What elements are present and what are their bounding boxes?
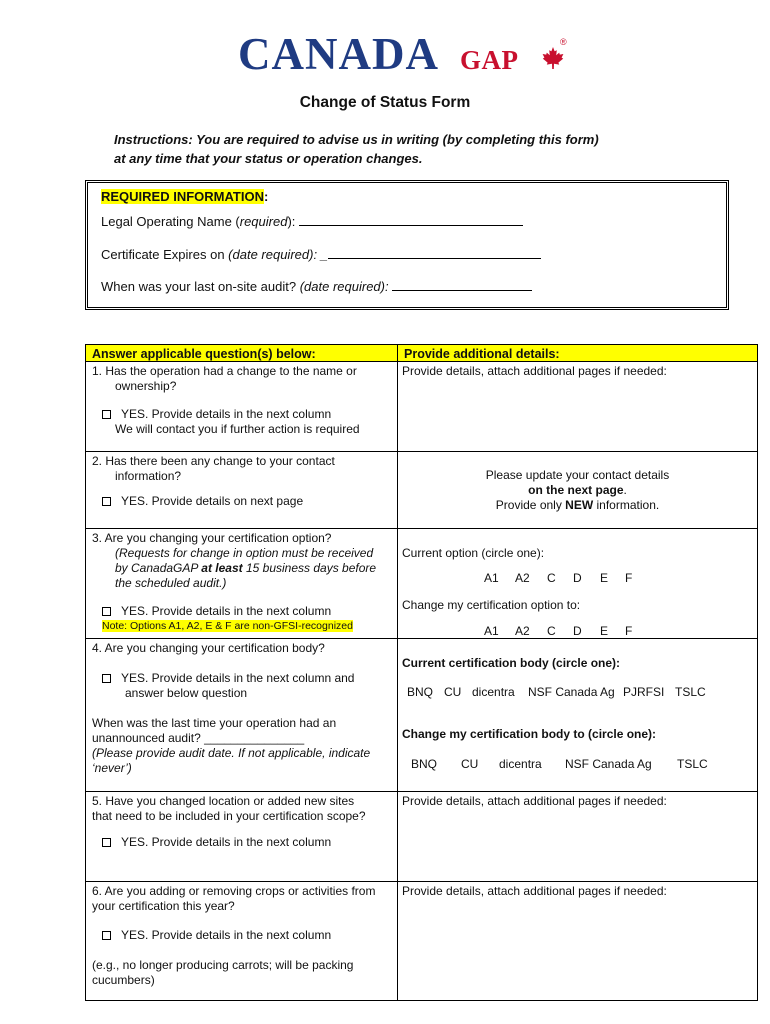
q4-audit-line-2[interactable]: unannounced audit? _______________	[92, 731, 305, 745]
q2-details-line-3: Provide only NEW information.	[495, 498, 660, 512]
q1-yes-option[interactable]: YES. Provide details in the next column	[102, 407, 331, 422]
q4-audit-line-1: When was the last time your operation had an	[92, 716, 337, 730]
q5-line-2: that need to be included in your certification scope?	[92, 809, 366, 823]
body-nsf-canada-ag[interactable]: NSF Canada Ag	[565, 757, 652, 771]
q4-audit-line-3: (Please provide audit date. If not applicable, indicate	[92, 746, 371, 760]
logo-gap-text: GAP	[460, 45, 519, 75]
canadagap-logo	[238, 30, 578, 80]
q3-line-4: the scheduled audit.)	[115, 576, 227, 590]
question-4-row	[86, 639, 758, 792]
body-nsf-canada-ag[interactable]: NSF Canada Ag	[528, 685, 615, 699]
q3-current-options	[484, 571, 632, 586]
required-heading: REQUIRED INFORMATION:	[101, 189, 269, 204]
body-bnq[interactable]: BNQ	[411, 757, 438, 771]
q5-line-1: 5. Have you changed location or added new sites	[92, 794, 355, 808]
q5-yes-option[interactable]: YES. Provide details in the next column	[102, 835, 331, 850]
question-1-row	[86, 362, 758, 452]
q4-line-1: 4. Are you changing your certification body?	[92, 641, 325, 655]
maple-leaf-icon	[541, 46, 565, 70]
logo-canada-text: CANADA	[238, 29, 439, 79]
q1-line-2: ownership?	[115, 379, 177, 393]
body-cu[interactable]: CU	[444, 685, 462, 699]
q4-change-label: Change my certification body to (circle one):	[402, 727, 657, 741]
option-e[interactable]: E	[600, 624, 609, 638]
option-a2[interactable]: A2	[515, 571, 530, 585]
body-dicentra[interactable]: dicentra	[472, 685, 515, 699]
q4-change-bodies	[411, 757, 708, 772]
option-a1[interactable]: A1	[484, 624, 499, 638]
q5-checkbox[interactable]	[102, 838, 111, 847]
q5-details-prompt: Provide details, attach additional pages if needed:	[402, 794, 667, 808]
q3-line-2: (Requests for change in option must be received	[115, 546, 374, 560]
q6-yes-option[interactable]: YES. Provide details in the next column	[102, 928, 331, 943]
q6-example-line-1: (e.g., no longer producing carrots; will be packing	[92, 958, 354, 972]
cert-expires-row: Certificate Expires on (date required): _	[101, 247, 541, 262]
q4-current-bodies	[407, 685, 706, 700]
option-c[interactable]: C	[547, 624, 556, 638]
last-audit-row: When was your last on-site audit? (date required):	[101, 279, 532, 294]
body-pjrfsi[interactable]: PJRFSI	[623, 685, 665, 699]
option-f[interactable]: F	[625, 571, 633, 585]
question-5-row	[86, 792, 758, 882]
option-a1[interactable]: A1	[484, 571, 499, 585]
instructions-line-1: Instructions: You are required to advise us in writing (by completing this form)	[114, 132, 599, 147]
q4-checkbox[interactable]	[102, 674, 111, 683]
q1-line-1: 1. Has the operation had a change to the name or	[92, 364, 357, 378]
option-d[interactable]: D	[573, 571, 582, 585]
body-dicentra[interactable]: dicentra	[499, 757, 542, 771]
q3-checkbox[interactable]	[102, 607, 111, 616]
body-cu[interactable]: CU	[461, 757, 479, 771]
q2-details-line-2: on the next page.	[528, 483, 627, 497]
instructions-line-2: at any time that your status or operation changes.	[114, 151, 423, 166]
q2-checkbox[interactable]	[102, 497, 111, 506]
body-bnq[interactable]: BNQ	[407, 685, 434, 699]
form-title: Change of Status Form	[299, 94, 471, 111]
question-2-row	[86, 452, 758, 529]
option-c[interactable]: C	[547, 571, 556, 585]
q1-contact-note: We will contact you if further action is required	[115, 422, 360, 436]
table-header	[86, 345, 758, 362]
instructions	[114, 130, 654, 168]
option-a2[interactable]: A2	[515, 624, 530, 638]
q3-current-label: Current option (circle one):	[402, 546, 545, 560]
q6-checkbox[interactable]	[102, 931, 111, 940]
q3-line-3: by CanadaGAP at least 15 business days before	[115, 561, 377, 575]
q2-details-line-1: Please update your contact details	[485, 468, 670, 482]
required-information-box	[85, 180, 729, 310]
q6-line-1: 6. Are you adding or removing crops or activities from	[92, 884, 376, 898]
q2-line-2: information?	[115, 469, 182, 483]
cert-expires-field[interactable]	[328, 247, 541, 259]
q4-yes-option[interactable]: YES. Provide details in the next column and	[102, 671, 354, 686]
question-6-row	[86, 882, 758, 1001]
q2-yes-option[interactable]: YES. Provide details on next page	[102, 494, 303, 509]
question-3-row	[86, 529, 758, 639]
q4-yes-line-2: answer below question	[125, 686, 248, 700]
q6-details-prompt: Provide details, attach additional pages if needed:	[402, 884, 667, 898]
q3-change-options	[484, 624, 632, 639]
option-d[interactable]: D	[573, 624, 582, 638]
legal-name-field[interactable]	[299, 214, 523, 226]
q6-example-line-2: cucumbers)	[92, 973, 155, 987]
questions-table	[85, 344, 758, 1001]
q1-checkbox[interactable]	[102, 410, 111, 419]
legal-name-row: Legal Operating Name (required):	[101, 214, 523, 229]
header-left: Answer applicable question(s) below:	[86, 345, 398, 362]
q3-change-label: Change my certification option to:	[402, 598, 581, 612]
q2-line-1: 2. Has there been any change to your contact	[92, 454, 335, 468]
option-f[interactable]: F	[625, 624, 633, 638]
body-tslc[interactable]: TSLC	[677, 757, 708, 771]
q3-note: Note: Options A1, A2, E & F are non-GFSI-recognized	[102, 620, 353, 632]
header-right: Provide additional details:	[398, 345, 758, 362]
option-e[interactable]: E	[600, 571, 609, 585]
q4-audit-line-4: ‘never’)	[92, 761, 132, 775]
q3-yes-option[interactable]: YES. Provide details in the next column	[102, 604, 331, 619]
q6-line-2: your certification this year?	[92, 899, 235, 913]
q4-current-label: Current certification body (circle one):	[402, 656, 621, 670]
last-audit-field[interactable]	[392, 279, 532, 291]
registered-mark: ®	[560, 37, 567, 47]
q1-details-prompt: Provide details, attach additional pages if needed:	[402, 364, 667, 378]
q3-line-1: 3. Are you changing your certification option?	[92, 531, 332, 545]
body-tslc[interactable]: TSLC	[675, 685, 706, 699]
